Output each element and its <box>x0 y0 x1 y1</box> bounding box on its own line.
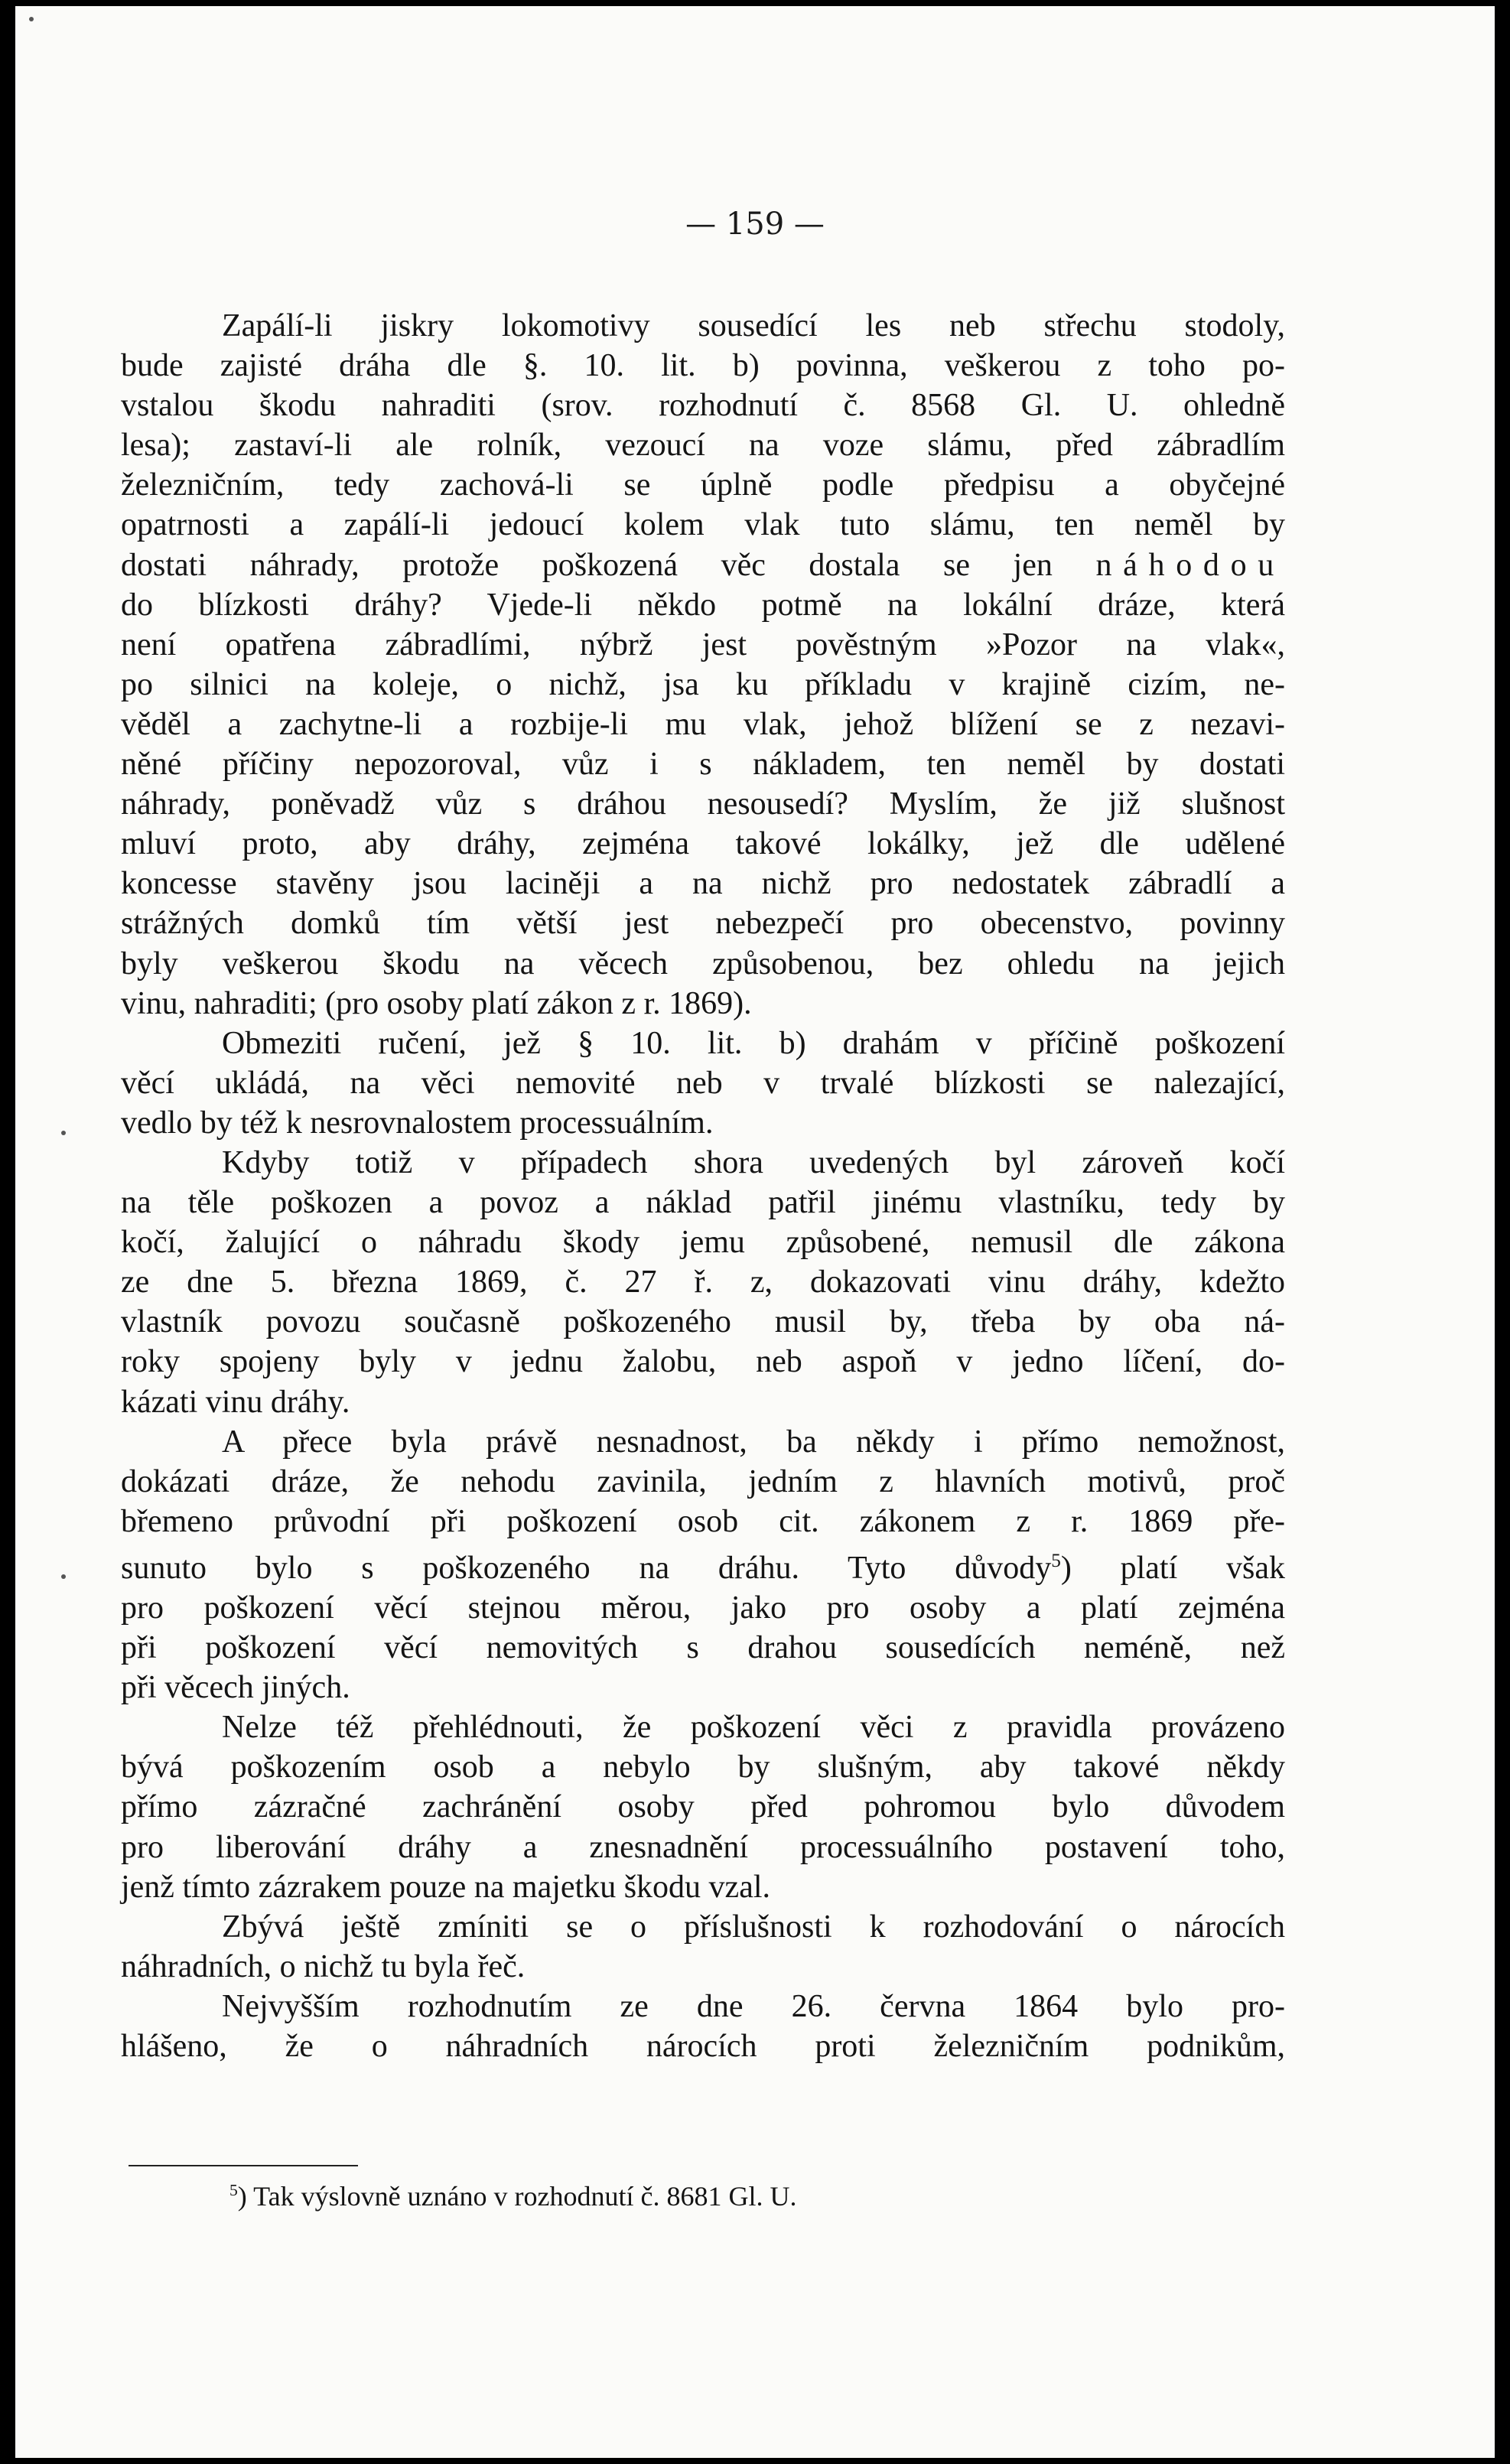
footnote <box>229 2180 796 2212</box>
paragraph <box>121 1987 1285 2066</box>
text-line: lesa); zastaví-li ale rolník, vezoucí na voze slámu, před zábradlím <box>121 428 1285 464</box>
text-line: Zapálí-li jiskry lokomotivy sousedící les neb střechu stodoly, <box>222 308 1285 343</box>
text-line: mluví proto, aby dráhy, zejména takové lokálky, jež dle udělené <box>121 826 1285 862</box>
paragraph <box>121 1422 1285 1708</box>
text-line: Nelze též přehlédnouti, že poškození věci z pravidla provázeno <box>222 1710 1285 1746</box>
text-line: bude zajisté dráha dle §. 10. lit. b) povinna, veškerou z toho po- <box>121 348 1285 384</box>
text-line: něné příčiny nepozoroval, vůz i s nákladem, ten neměl by dostati <box>121 747 1285 783</box>
text-line: bývá poškozením osob a nebylo by slušným, aby takové někdy <box>121 1750 1285 1785</box>
text-line: Zbývá ještě zmíniti se o příslušnosti k rozhodování o nárocích <box>222 1909 1285 1945</box>
text-line: roky spojeny byly v jednu žalobu, neb aspoň v jedno líčení, do- <box>121 1344 1285 1380</box>
text-line: není opatřena zábradlími, nýbrž jest pověstným »Pozor na vlak«, <box>121 627 1285 662</box>
paragraph <box>121 1024 1285 1143</box>
print-speck <box>29 17 34 21</box>
text-line: břemeno průvodní při poškození osob cit. zákonem z r. 1869 pře- <box>121 1503 1285 1539</box>
text-line: vedlo by též k nesrovnalostem processuálním. <box>121 1105 714 1141</box>
text-line: při poškození věcí nemovitých s drahou sousedících neméně, než <box>121 1630 1285 1666</box>
text-line: po silnici na koleje, o nichž, jsa ku příkladu v krajině cizím, ne- <box>121 666 1285 702</box>
page-number: — 159 — <box>685 207 825 242</box>
text-line: Nejvyšším rozhodnutím ze dne 26. června 1864 bylo pro- <box>222 1988 1285 2024</box>
paragraph <box>121 306 1285 1024</box>
footnote-marker: 5 <box>229 2181 238 2199</box>
text-line: opatrnosti a zapálí-li jedoucí kolem vlak tuto slámu, ten neměl by <box>121 507 1285 543</box>
text-line: sunuto bylo s poškozeného na dráhu. Tyto důvody$^5$) platí však <box>121 1550 1286 1586</box>
body-text <box>121 306 1285 2066</box>
text-line: jenž tímto zázrakem pouze na majetku škodu vzal. <box>121 1869 771 1905</box>
text-line: věcí ukládá, na věci nemovité neb v trvalé blízkosti se nalezající, <box>121 1065 1285 1101</box>
print-speck <box>61 1131 66 1135</box>
text-line: do blízkosti dráhy? Vjede-li někdo potmě na lokální dráze, která <box>121 587 1285 623</box>
text-line: přímo zázračné zachránění osoby před pohromou bylo důvodem <box>121 1789 1285 1825</box>
text-line: železničním, tedy zachová-li se úplně podle předpisu a obyčejné <box>121 467 1285 503</box>
text-line: na těle poškozen a povoz a náklad patřil jinému vlastníku, tedy by <box>121 1185 1285 1221</box>
paragraph <box>121 1907 1285 1987</box>
text-line: při věcech jiných. <box>121 1670 350 1706</box>
text-line: věděl a zachytne-li a rozbije-li mu vlak, jehož blížení se z nezavi- <box>121 706 1285 742</box>
text-line: pro liberování dráhy a znesnadnění processuálního postavení toho, <box>121 1829 1285 1865</box>
text-line: dostati náhrady, protože poškozená věc dostala se jen náhodou <box>121 547 1285 583</box>
print-speck <box>61 1574 66 1579</box>
text-line: ze dne 5. března 1869, č. 27 ř. z, dokazovati vinu dráhy, kdežto <box>121 1265 1285 1300</box>
footnote-text: ) Tak výslovně uznáno v rozhodnutí č. 8681 Gl. U. <box>237 2181 797 2212</box>
text-line: pro poškození věcí stejnou měrou, jako pro osoby a platí zejména <box>121 1590 1285 1626</box>
text-line: hlášeno, že o náhradních nárocích proti železničním podnikům, <box>121 2029 1285 2065</box>
book-page <box>15 6 1495 2458</box>
text-line: kočí, žalující o náhradu škody jemu způsobené, nemusil dle zákona <box>121 1225 1285 1261</box>
text-line: vstalou škodu nahraditi (srov. rozhodnutí č. 8568 Gl. U. ohledně <box>121 388 1285 424</box>
text-line: vinu, nahraditi; (pro osoby platí zákon z r. 1869). <box>121 985 752 1021</box>
text-line: dokázati dráze, že nehodu zavinila, jedním z hlavních motivů, proč <box>121 1463 1285 1499</box>
text-line: kázati vinu dráhy. <box>121 1384 350 1420</box>
text-line: náhrady, poněvadž vůz s dráhou nesousedí? Myslím, že již slušnost <box>121 786 1285 822</box>
text-line: Obmeziti ručení, jež § 10. lit. b) drahám v příčině poškození <box>222 1025 1285 1061</box>
text-line: vlastník povozu současně poškozeného musil by, třeba by oba ná- <box>121 1304 1285 1340</box>
text-line: A přece byla právě nesnadnost, ba někdy i přímo nemožnost, <box>222 1424 1285 1460</box>
footnote-ref: 5 <box>1051 1550 1061 1571</box>
text-line: náhradních, o nichž tu byla řeč. <box>121 1948 526 1984</box>
text-line: koncesse stavěny jsou laciněji a na nichž pro nedostatek zábradlí a <box>121 866 1285 902</box>
text-line: strážných domků tím větší jest nebezpečí pro obecenstvo, povinny <box>121 906 1285 942</box>
text-line: byly veškerou škodu na věcech způsobenou, bez ohledu na jejich <box>121 946 1285 981</box>
paragraph <box>121 1143 1285 1422</box>
emphasis-spaced: náhodou <box>1095 547 1285 583</box>
text-line: Kdyby totiž v případech shora uvedených byl zároveň kočí <box>222 1144 1285 1180</box>
paragraph <box>121 1707 1285 1906</box>
footnote-rule <box>129 2165 358 2166</box>
